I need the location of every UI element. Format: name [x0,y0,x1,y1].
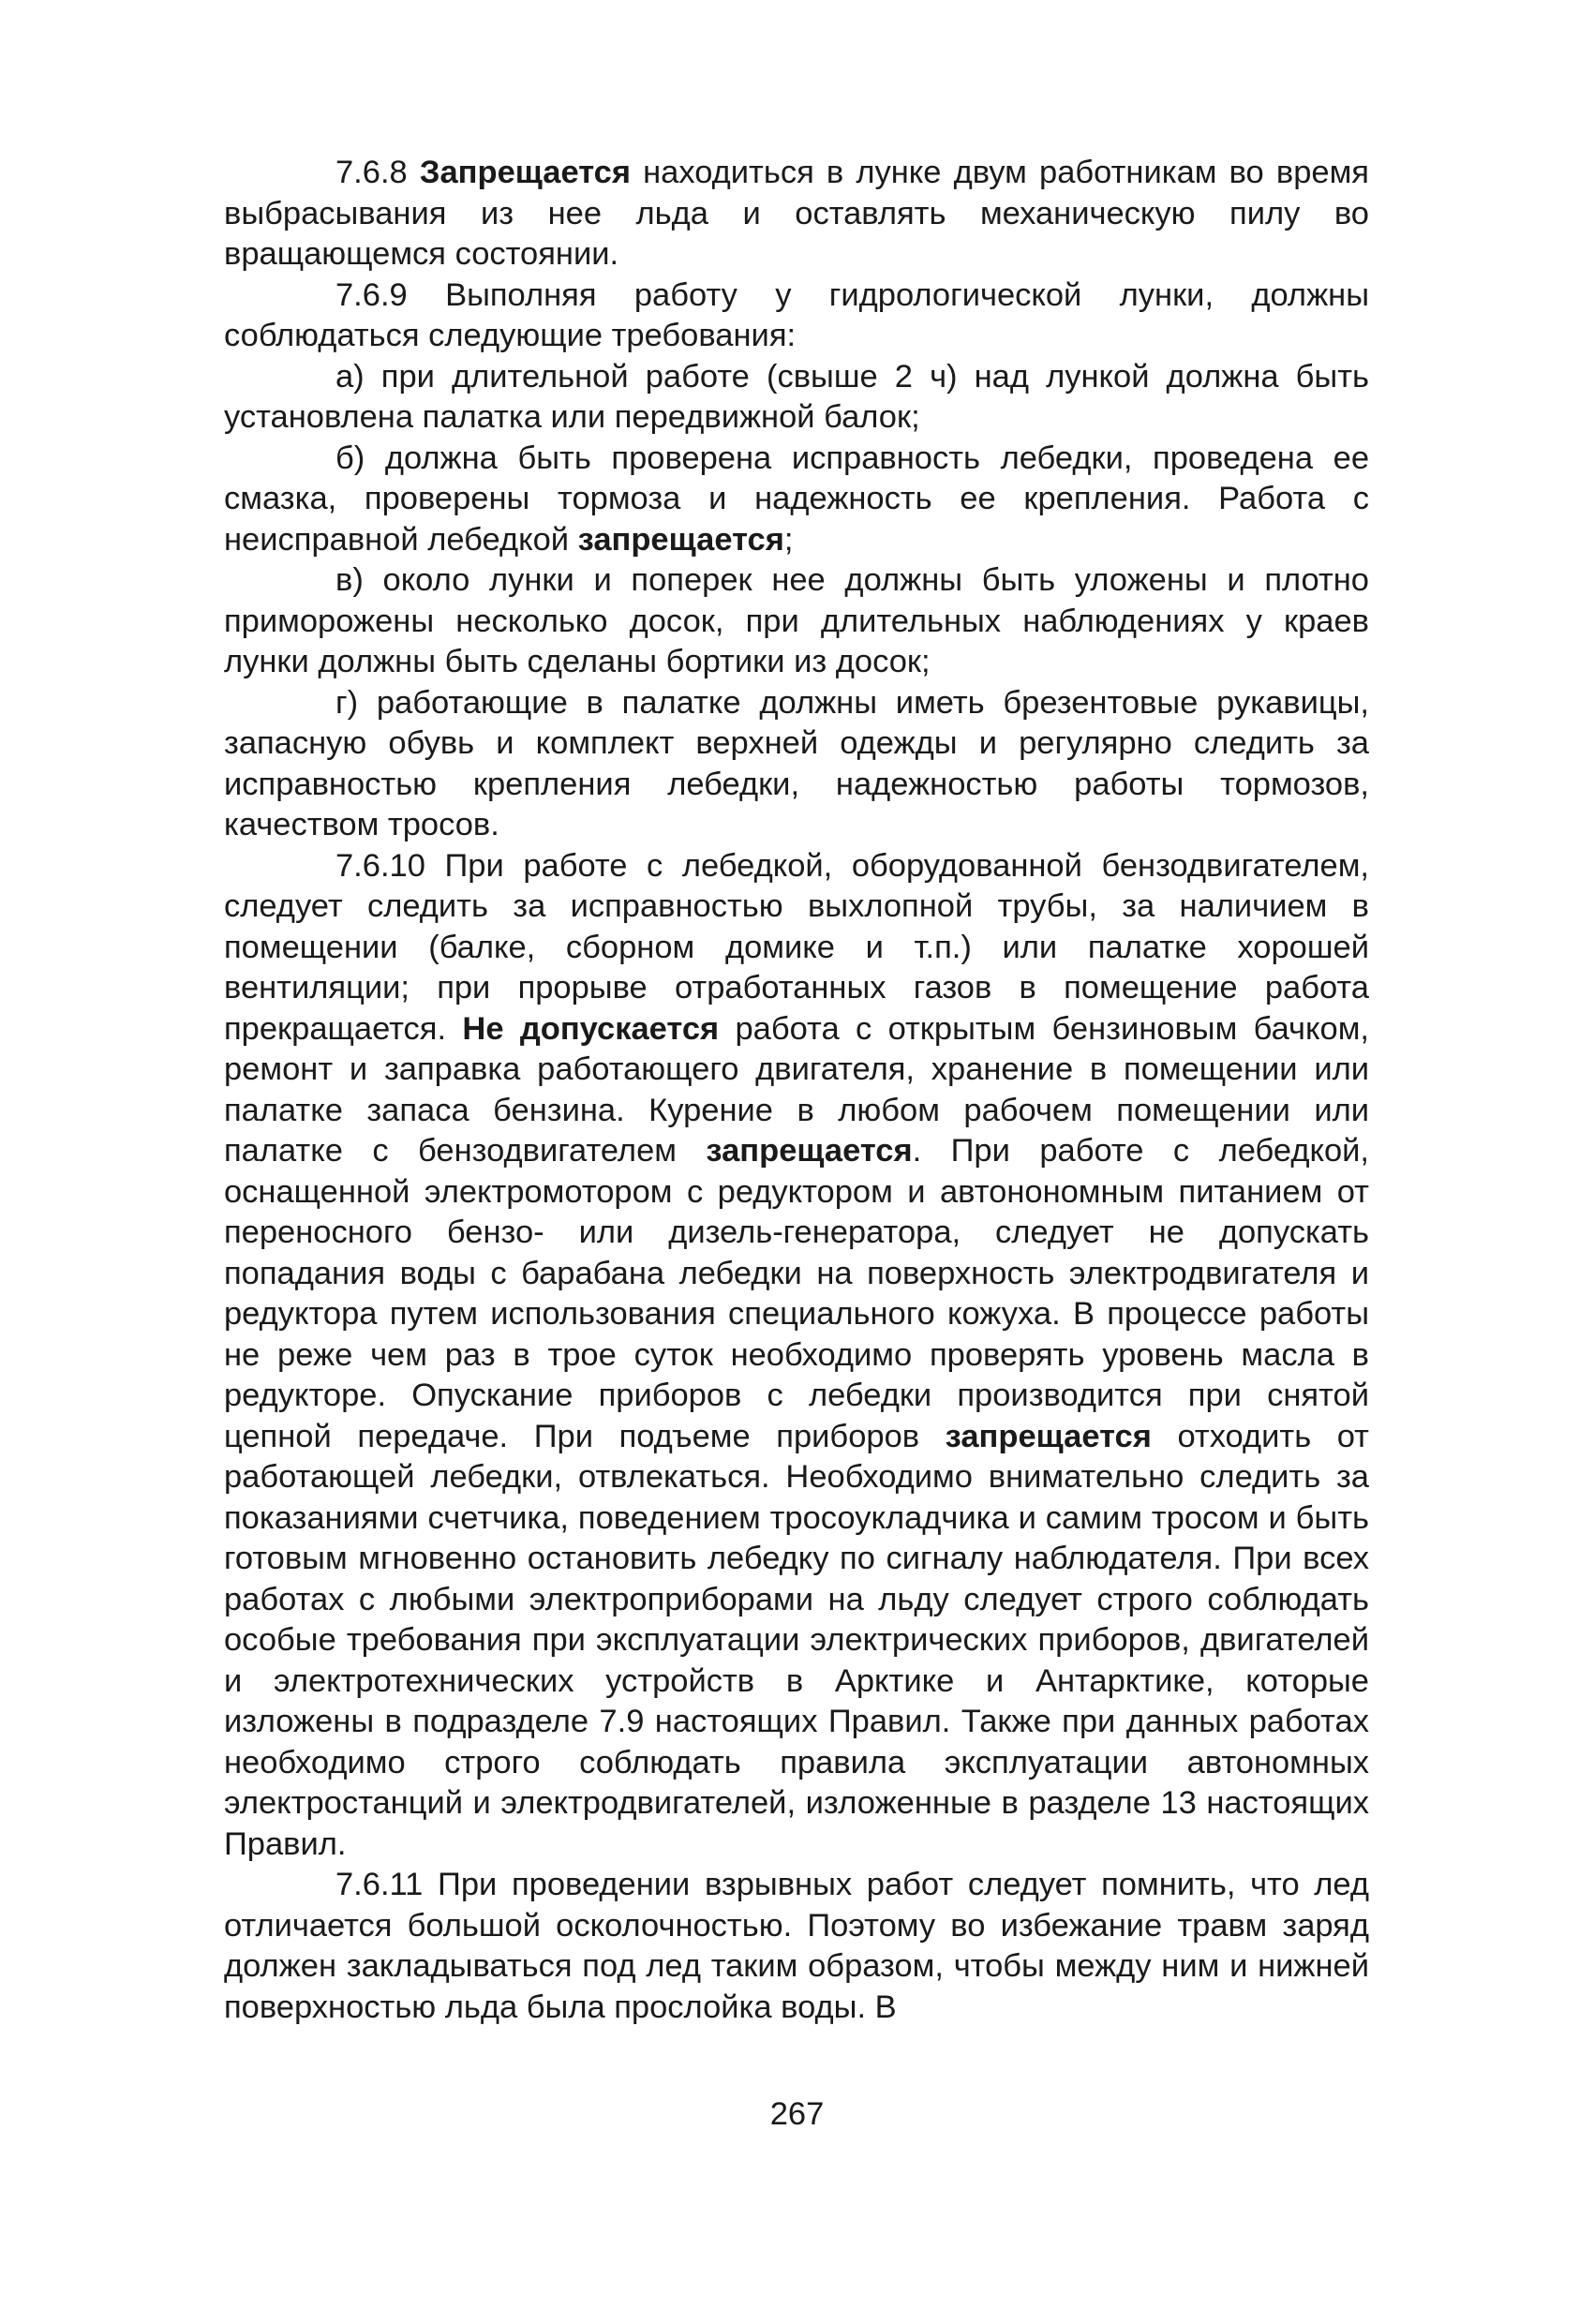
list-item-text: в) около лунки и поперек нее должны быть уложены и плотно приморожены несколько досок, при длительных наблюдениях у краев лунки должны быть сделаны бортики из досок; [224,562,1369,679]
list-item-text: б) должна быть проверена исправность лебедки, проведена ее смазка, проверены тормоза и надежность ее крепления. Работа с неисправной лебедкой [224,439,1369,558]
paragraph-7-6-10 [224,846,1369,1866]
paragraph-text: находиться в лунке двум работникам во время выбрасывания из нее льда и оставлять механическую пилу во вращающемся состоянии. [224,155,1369,272]
emphasis-prohibited: запрещается [706,1133,913,1169]
paragraph-text: отходить от работающей лебедки, отвлекаться. Необходимо внимательно следить за показаниями счетчика, поведением тросоукладчика и самим тросом и быть готовым мгновенно остановить лебедку по сигналу наблюдателя. При всех работах с любыми электроприборами на льду следует строго соблюдать особые требования при эксплуатации электрических приборов, двигателей и электротехнических устройств в Арктике и Антарктике, которые изложены в подразделе 7.9 настоящих Правил. Также при данных работах необходимо строго соблюдать правила эксплуатации автономных электростанций и электродвигателей, изложенные в разделе 13 настоящих Правил. [224,1418,1369,1862]
paragraph-7-6-8 [224,153,1369,276]
emphasis-not-allowed: Не допускается [462,1010,720,1047]
list-item-text: г) работающие в палатке должны иметь брезентовые рукавицы, запасную обувь и комплект верхней одежды и регулярно следить за исправностью крепления лебедки, надежностью работы тормозов, качеством тросов. [224,684,1369,842]
list-item-end: ; [783,521,794,558]
paragraph-7-6-11 [224,1865,1369,2028]
list-item-a [224,357,1369,439]
emphasis-prohibited: Запрещается [419,155,631,190]
emphasis-prohibited: запрещается [577,521,784,558]
list-item-g [224,683,1369,846]
paragraph-text: работа с открытым бензиновым бачком, ремонт и заправка работающего двигателя, хранение в помещении или палатке запаса бензина. Курение в любом рабочем помещении или палатке с бензодвигателем [224,1010,1369,1169]
paragraph-text: 7.6.11 При проведении взрывных работ следует помнить, что лед отличается большой осколочностью. Поэтому во избежание травм заряд должен закладываться под лед таким образом, чтобы между ним и нижней поверхностью льда была прослойка воды. В [224,1867,1369,2025]
paragraph-text: . При работе с лебедкой, оснащенной электромотором с редуктором и автонономным питанием от переносного бензо- или дизель-генератора, следует не допускать попадания воды с барабана лебедки на поверхность электродвигателя и редуктора путем использования специального кожуха. В процессе работы не реже чем раз в трое суток необходимо проверять уровень масла в редукторе. Опускание приборов с лебедки производится при снятой цепной передаче. При подъеме приборов [224,1133,1369,1454]
list-item-v [224,560,1369,683]
paragraph-text: 7.6.9 Выполняя работу у гидрологической лунки, должны соблюдаться следующие требования: [224,276,1369,353]
paragraph-7-6-9 [224,276,1369,357]
emphasis-prohibited: запрещается [945,1418,1152,1454]
paragraph-text: 7.6.10 При работе с лебедкой, оборудованной бензодвигателем, следует следить за исправностью выхлопной трубы, за наличием в помещении (балке, сборном домике и т.п.) или палатке хорошей вентиляции; при прорыве отработанных газов в помещение работа прекращается. [224,847,1369,1047]
paragraph-lead: 7.6.8 [335,155,420,190]
list-item-text: а) при длительной работе (свыше 2 ч) над лункой должна быть установлена палатка или передвижной балок; [224,358,1369,435]
page-number: 267 [769,2096,825,2132]
page-body [224,153,1369,2028]
list-item-b [224,439,1369,561]
